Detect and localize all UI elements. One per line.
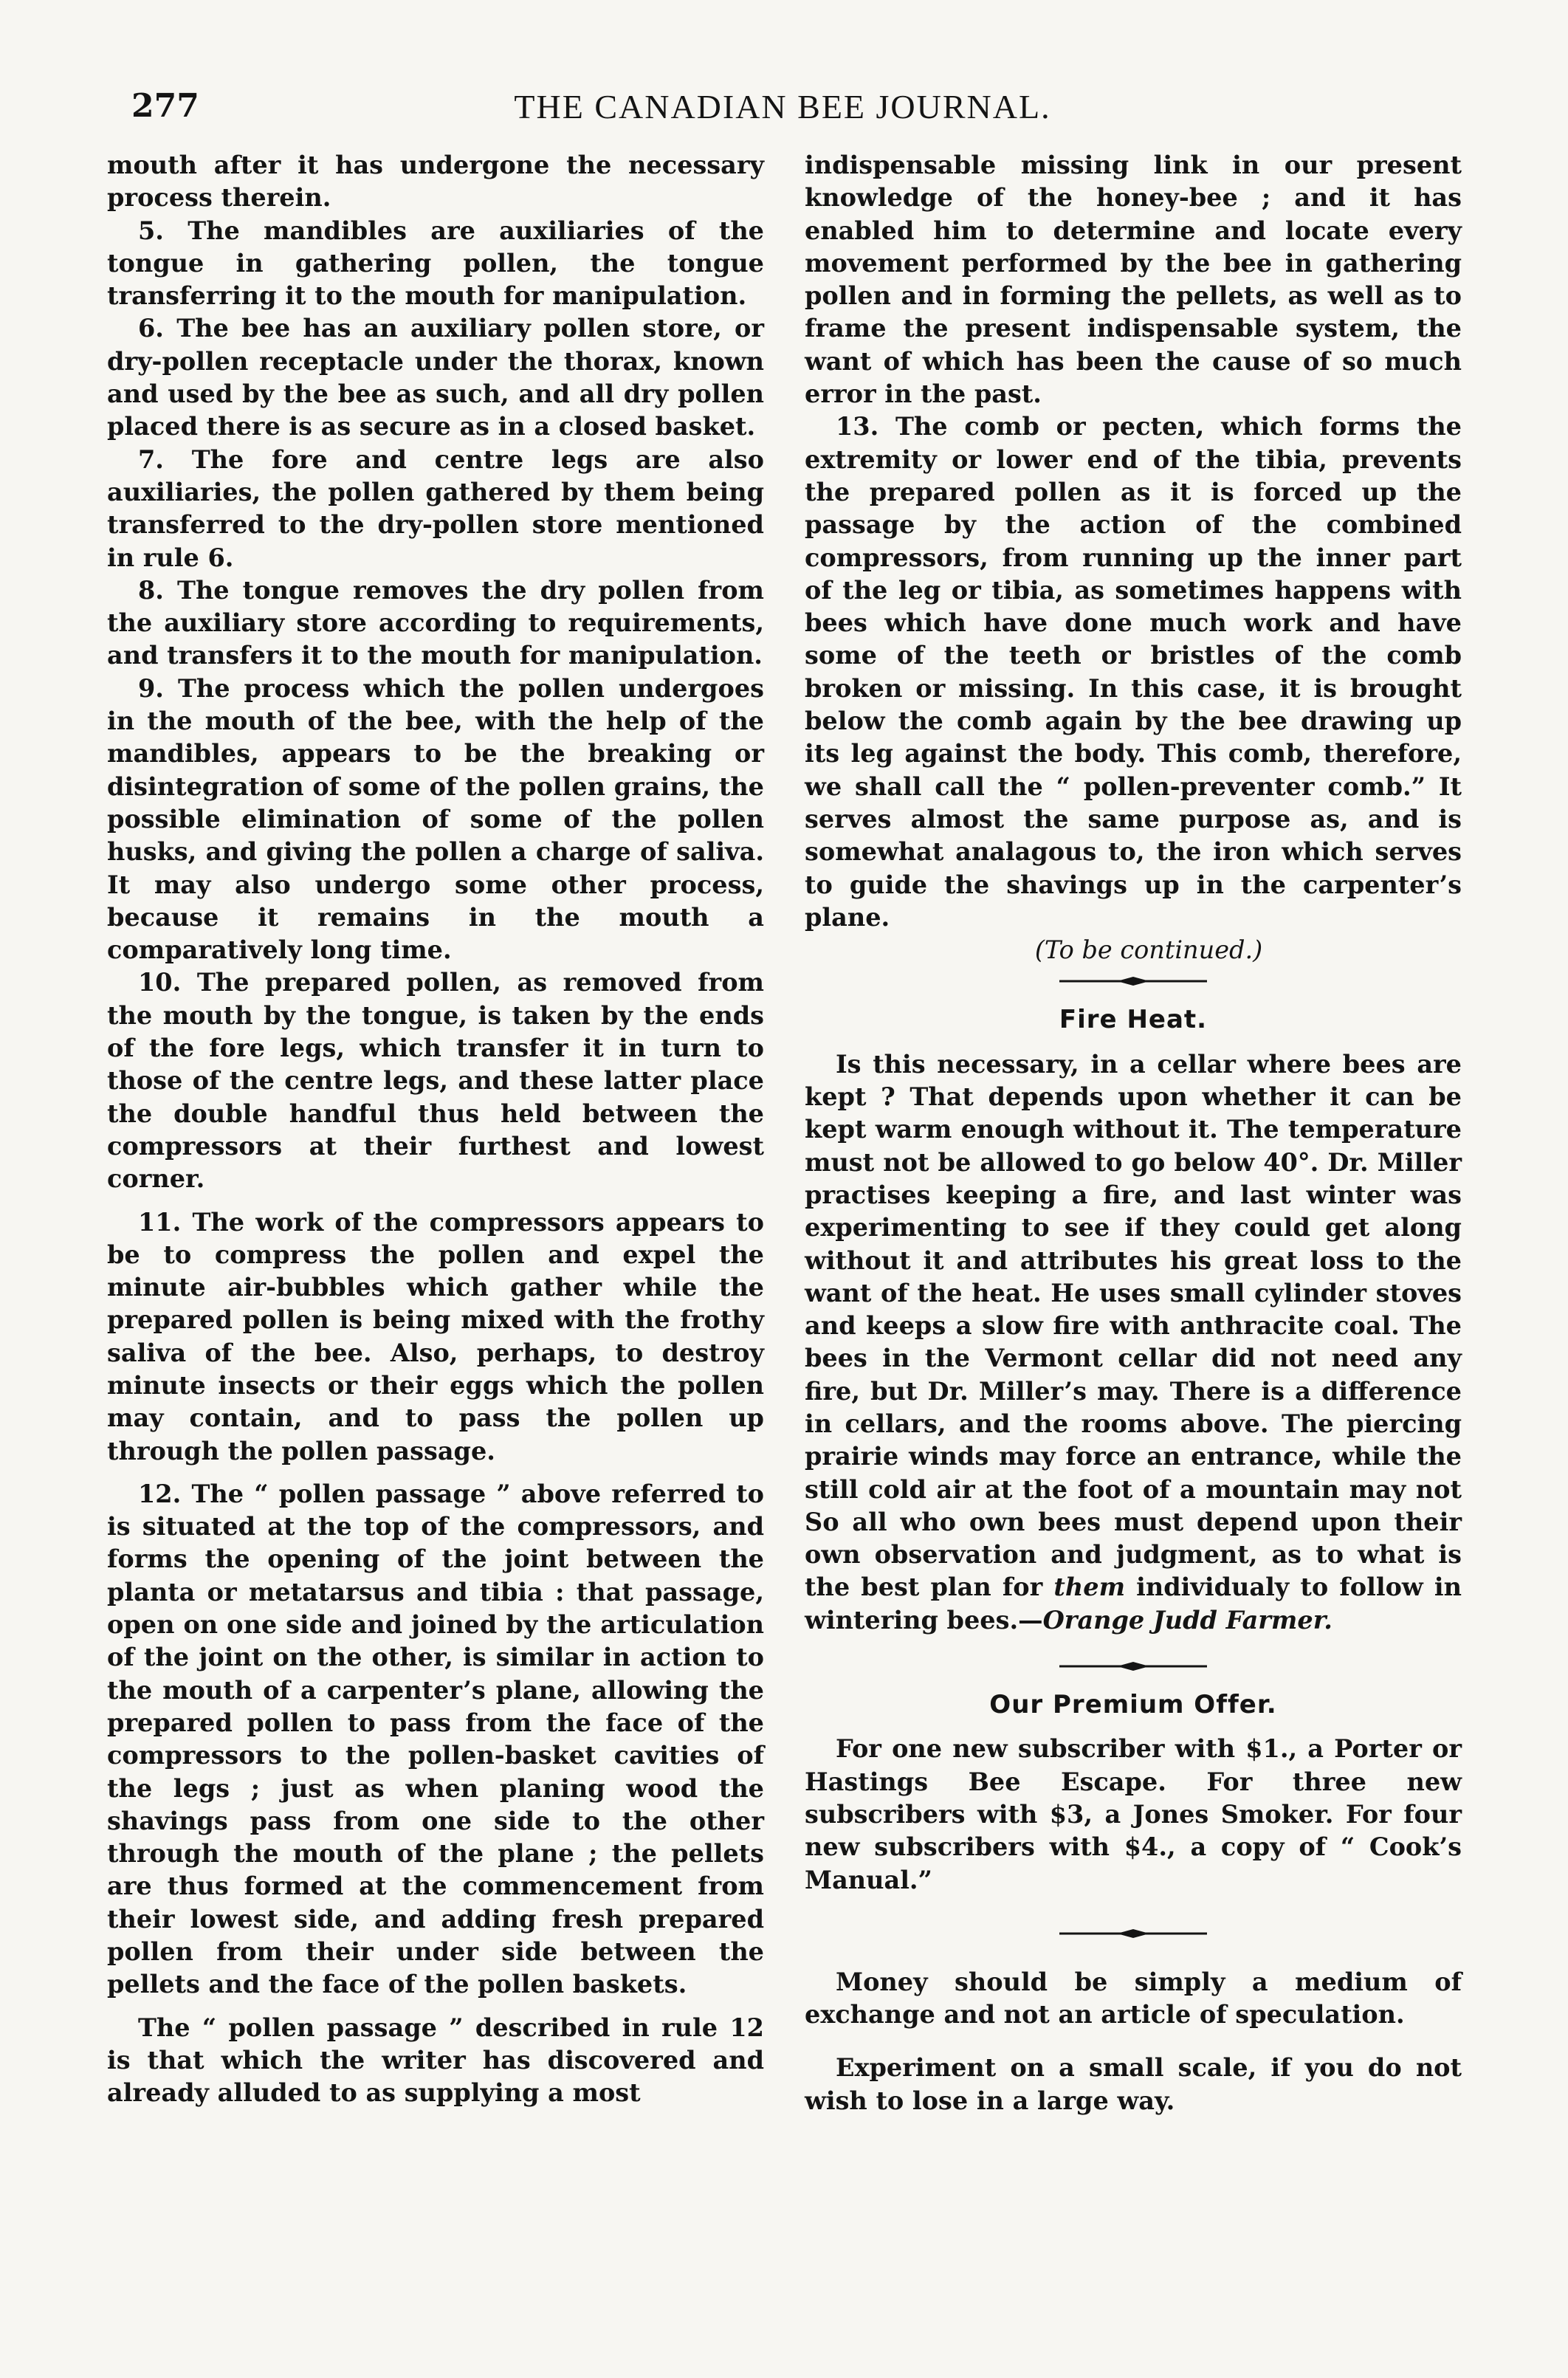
rule-11: 11. The work of the compressors appears to be to compress the pollen and expel the minute air-bubbles which gather while the prepared pollen is being mixed with the frothy saliva of the bee. Also, perhaps, to destroy minute insects or their eggs which the pollen may contain, and to pass the pollen up through the pollen passage. <box>107 1207 764 1465</box>
fire-heat-source: Orange Judd Farmer. <box>1042 1605 1333 1635</box>
rule-9: 9. The process which the pollen undergoes in the mouth of the bee, with the help of the mandibles, appears to be the breaking or disintegration of some of the pollen grains, the possible elimination of some of the pollen husks, and giving the pollen a charge of saliva. It may also undergo some other process, because it remains in the mouth a comparatively long time. <box>107 673 764 965</box>
rule-7: 7. The fore and centre legs are also auxiliaries, the pollen gathered by them being transferred to the dry-pollen store mentioned in rule 6. <box>107 444 764 572</box>
fire-heat-text-end: individualy to follow in wintering bees.— <box>805 1573 1462 1635</box>
pollen-passage-paragraph: The “ pollen passage ” described in rule 12 is that which the writer has discovered and already alluded to as supplying a most <box>107 2013 764 2108</box>
rule-10: 10. The prepared pollen, as removed from the mouth by the tongue, is taken by the ends of the fore legs, which transfer it in turn to those of the centre legs, and these latter place the double handful thus held between the compressors at their furthest and lowest corner. <box>107 968 764 1194</box>
divider-ornament-icon <box>1059 1928 1207 1939</box>
to-be-continued: (To be continued.) <box>1034 935 1263 965</box>
fire-heat-body <box>805 1048 1462 1637</box>
divider-ornament-icon <box>1059 1660 1207 1672</box>
money-maxim: Money should be simply a medium of exchange and not an article of speculation. <box>805 1967 1462 2030</box>
premium-offer-body: For one new subscriber with $1., a Porter or Hastings Bee Escape. For three new subscribers with $3, a Jones Smoker. For four new subscribers with $4., a copy of “ Cook’s Manual.” <box>805 1734 1462 1894</box>
fire-heat-heading: Fire Heat. <box>1059 1005 1208 1035</box>
fire-heat-text: Is this necessary, in a cellar where bees are kept ? That depends upon whether it can be kept warm enough without it. The temperature must not be allowed to go below 40°. Dr. Miller practises keeping a fire, and last winter was experimenting to see if they could get along without it and attributes his great loss to the want of the heat. He uses small cylinder stoves and keeps a slow fire with anthracite coal. The bees in the Vermont cellar did not need any fire, but Dr. Miller’s may. There is a difference in cellars, and the rooms above. The piercing prairie winds may force an entrance, while the still cold air at the foot of a mountain may not So all who own bees must depend upon their own observation and judgment, as to what is the best plan for <box>805 1049 1462 1602</box>
section-divider <box>805 1919 1462 1948</box>
divider-ornament-icon <box>1059 975 1207 987</box>
section-divider <box>805 1652 1462 1681</box>
fire-heat-emphasis: them <box>1053 1573 1126 1602</box>
paragraph-continuation: indispensable missing link in our present knowledge of the honey-bee ; and it has enabled him to determine and locate every movement performed by the bee in gathering pollen and in forming the pellets, as well as to frame the present indispensable system, the want of which has been the cause of so much error in the past. <box>805 151 1462 409</box>
paragraph-continuation: mouth after it has undergone the necessary process therein. <box>107 151 764 213</box>
premium-offer-heading: Our Premium Offer. <box>989 1690 1277 1720</box>
rule-6: 6. The bee has an auxiliary pollen store, or dry-pollen receptacle under the thorax, known and used by the bee as such, and all dry pollen placed there is as secure as in a closed basket. <box>107 314 764 441</box>
page-number: 277 <box>131 87 199 125</box>
experiment-maxim: Experiment on a small scale, if you do not wish to lose in a large way. <box>805 2053 1462 2115</box>
running-head <box>81 87 1484 139</box>
section-divider <box>805 966 1462 996</box>
rule-13: 13. The comb or pecten, which forms the extremity or lower end of the tibia, prevents the prepared pollen as it is forced up the passage by the action of the combined compressors, from running up the inner part of the leg or tibia, as sometimes happens with bees which have done much work and have some of the teeth or bristles of the comb broken or missing. In this case, it is brought below the comb again by the bee drawing up its leg against the body. This comb, therefore, we shall call the “ pollen-preventer comb.” It serves almost the same purpose as, and is somewhat analagous to, the iron which serves to guide the shavings up in the carpenter’s plane. <box>805 412 1462 932</box>
rule-5: 5. The mandibles are auxiliaries of the tongue in gathering pollen, the tongue transferring it to the mouth for manipulation. <box>107 216 764 311</box>
left-column <box>107 149 764 2110</box>
rule-8: 8. The tongue removes the dry pollen from the auxiliary store according to requirements, and transfers it to the mouth for manipulation. <box>107 575 764 670</box>
journal-title: THE CANADIAN BEE JOURNAL. <box>514 88 1051 126</box>
rule-12: 12. The “ pollen passage ” above referred to is situated at the top of the compressors, and forms the opening of the joint between the planta or metatarsus and tibia : that passage, open on one side and joined by the articulation of the joint on the other, is similar in action to the mouth of a carpenter’s plane, allowing the prepared pollen to pass from the face of the compressors to the pollen-basket cavities of the legs ; just as when planing wood the shavings pass from one side to the other through the mouth of the plane ; the pellets are thus formed at the commencement from their lowest side, and adding fresh prepared pollen from their under side between the pellets and the face of the pollen baskets. <box>107 1479 764 1999</box>
right-column <box>805 149 1462 2117</box>
